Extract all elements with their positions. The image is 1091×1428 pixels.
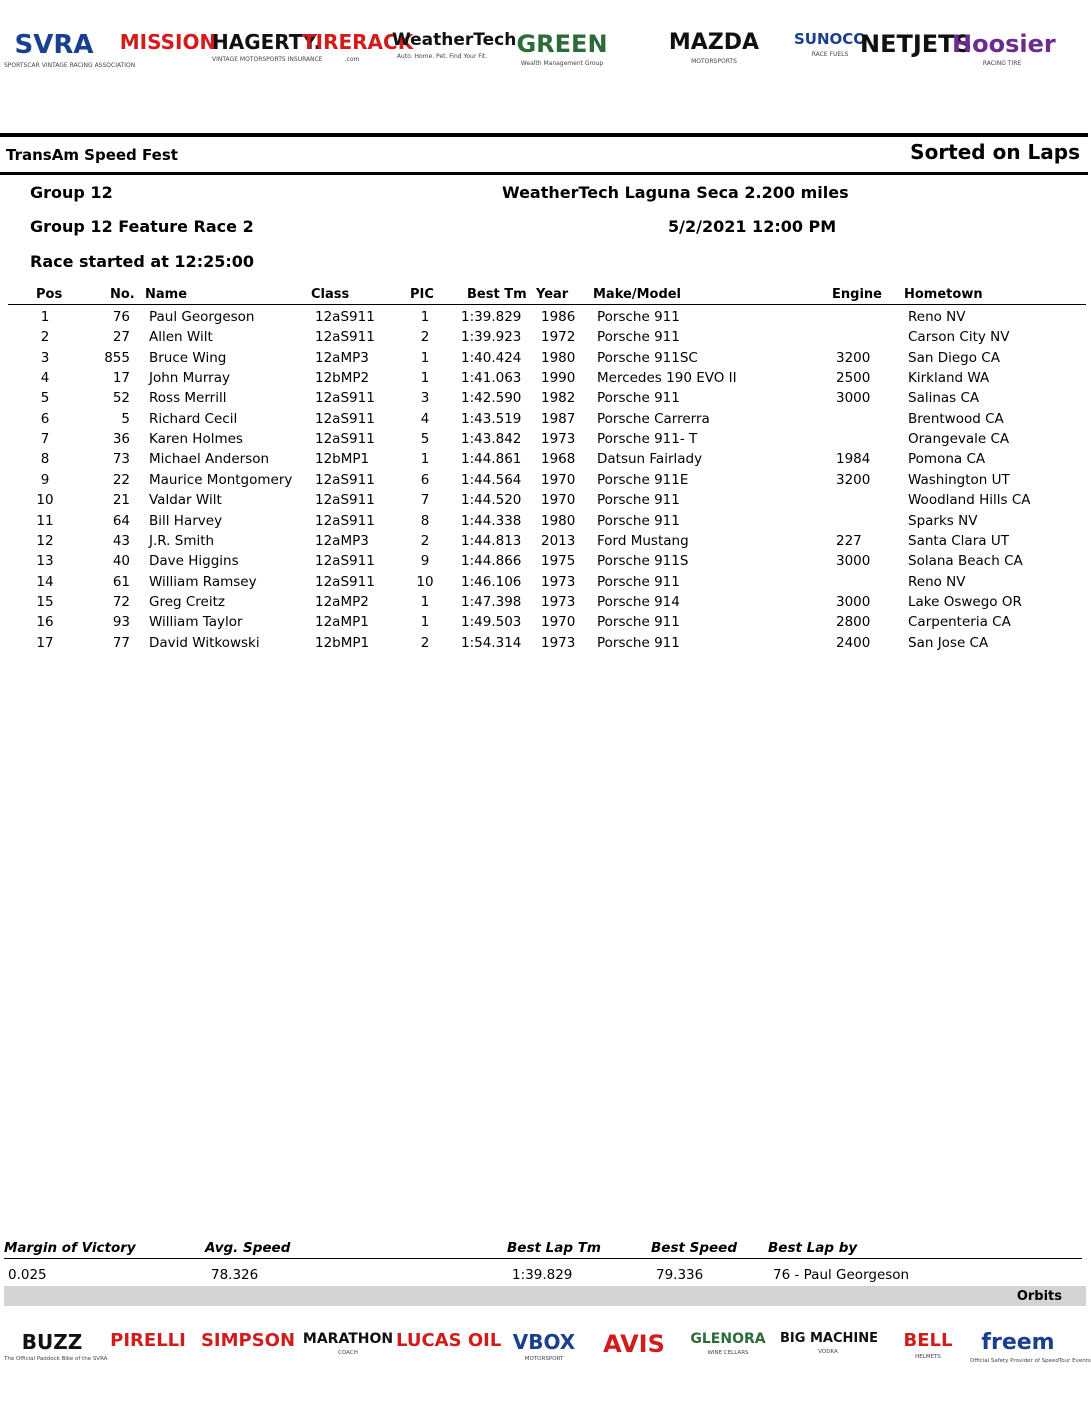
cell-hometown: Reno NV: [908, 573, 966, 590]
cell-pos: 8: [40, 451, 50, 468]
results-header-rule: [8, 304, 1086, 305]
orbits-label: Orbits: [1016, 1289, 1062, 1304]
cell-year: 1973: [541, 573, 576, 590]
col-engine: Engine: [832, 287, 882, 302]
cell-year: 1973: [541, 634, 576, 651]
cell-engine: 3200: [836, 349, 871, 366]
cell-best: 1:41.063: [461, 370, 522, 387]
cell-make: Porsche 911: [597, 329, 680, 346]
cell-year: 1986: [541, 309, 576, 325]
sponsor-name: NETJETS: [860, 30, 972, 58]
sponsor-name: WeatherTech: [392, 30, 517, 50]
cell-name: Michael Anderson: [149, 451, 270, 468]
session-datetime: 5/2/2021 12:00 PM: [668, 217, 837, 236]
col-pic: PIC: [410, 287, 434, 302]
cell-pic: 9: [420, 553, 430, 570]
cell-hometown: Orangevale CA: [908, 431, 1010, 448]
cell-hometown: Kirkland WA: [908, 370, 990, 387]
sponsor-logo: [4, 2, 136, 150]
sponsor-caption: RACE FUELS: [811, 51, 849, 58]
cell-best: 1:44.564: [461, 471, 522, 488]
cell-pos: 7: [40, 431, 50, 448]
cell-class: 12aS911: [315, 471, 375, 488]
cell-no: 43: [112, 532, 130, 549]
cell-class: 12aS911: [315, 431, 375, 448]
cell-best: 1:43.519: [461, 410, 522, 427]
best-lap-by-value: 76 - Paul Georgeson: [773, 1267, 910, 1283]
cell-year: 1970: [541, 471, 576, 488]
cell-hometown: Sparks NV: [908, 512, 978, 529]
cell-make: Porsche 911: [597, 614, 680, 631]
cell-engine: 227: [836, 532, 862, 549]
cell-pos: 14: [36, 573, 54, 590]
cell-name: Dave Higgins: [149, 553, 239, 570]
cell-make: Porsche 911E: [597, 471, 689, 488]
cell-no: 21: [112, 492, 130, 509]
cell-pic: 5: [420, 431, 430, 448]
cell-pic: 1: [420, 349, 430, 366]
cell-name: Valdar Wilt: [149, 492, 222, 509]
cell-pos: 11: [36, 512, 54, 529]
cell-best: 1:44.813: [461, 532, 522, 549]
cell-pos: 15: [36, 593, 54, 610]
cell-pic: 1: [420, 309, 430, 325]
cell-make: Porsche 911: [597, 390, 680, 407]
cell-name: Ross Merrill: [149, 390, 227, 407]
sponsor-name: freem: [981, 1330, 1055, 1355]
sponsor-logo: [392, 2, 517, 150]
cell-engine: 3000: [836, 593, 871, 610]
cell-engine: 2400: [836, 634, 871, 651]
sponsor-name: SVRA: [14, 30, 94, 60]
cell-hometown: Brentwood CA: [908, 410, 1004, 427]
sponsor-logo: [780, 1310, 876, 1428]
avg-speed-value: 78.326: [211, 1267, 259, 1283]
sponsor-caption: Official Safety Provider of SpeedTour Events: [970, 1358, 1091, 1364]
cell-year: 1975: [541, 553, 576, 570]
header-rule-bottom: [0, 172, 1088, 175]
cell-make: Porsche 911S: [597, 553, 689, 570]
cell-hometown: Carpenteria CA: [908, 614, 1011, 631]
sponsor-logo: [880, 1310, 976, 1428]
sort-label: Sorted on Laps: [910, 140, 1080, 164]
cell-no: 40: [112, 553, 130, 570]
cell-year: 1987: [541, 410, 576, 427]
sponsor-caption: RACING TIRE: [982, 60, 1022, 67]
cell-engine: 2800: [836, 614, 871, 631]
group-label: Group 12: [30, 183, 113, 202]
cell-make: Porsche 911SC: [597, 349, 698, 366]
cell-pos: 2: [40, 329, 50, 346]
cell-engine: 3000: [836, 390, 871, 407]
cell-make: Porsche Carrerra: [597, 410, 710, 427]
sponsor-name: HAGERTY.: [212, 30, 322, 54]
sponsor-caption: MOTORSPORTS: [691, 58, 737, 65]
col-no: No.: [110, 287, 135, 302]
cell-best: 1:40.424: [461, 349, 522, 366]
cell-hometown: Pomona CA: [908, 451, 986, 468]
sponsor-logo: [302, 2, 414, 150]
cell-pos: 16: [36, 614, 54, 631]
cell-hometown: Lake Oswego OR: [908, 593, 1022, 610]
cell-name: Maurice Montgomery: [149, 471, 293, 488]
cell-no: 61: [112, 573, 130, 590]
cell-class: 12aS911: [315, 512, 375, 529]
sponsor-logo: [200, 1310, 296, 1428]
cell-name: Bruce Wing: [149, 349, 227, 366]
cell-make: Porsche 911: [597, 634, 680, 651]
sponsor-caption: HELMETS: [915, 1354, 941, 1360]
sponsor-name: VBOX: [512, 1330, 576, 1354]
cell-best: 1:44.338: [461, 512, 522, 529]
cell-class: 12aS911: [315, 390, 375, 407]
cell-hometown: Salinas CA: [908, 390, 980, 407]
cell-engine: 2500: [836, 370, 871, 387]
sponsor-logo: [496, 1310, 592, 1428]
cell-pos: 10: [36, 492, 54, 509]
col-pos: Pos: [36, 287, 63, 302]
cell-no: 52: [112, 390, 130, 407]
sponsor-logo: [680, 1310, 776, 1428]
track-label: WeatherTech Laguna Seca 2.200 miles: [502, 183, 849, 202]
cell-best: 1:44.861: [461, 451, 522, 468]
cell-best: 1:39.829: [461, 309, 522, 325]
cell-pic: 7: [420, 492, 430, 509]
cell-pos: 13: [36, 553, 54, 570]
cell-year: 1990: [541, 370, 576, 387]
cell-best: 1:44.866: [461, 553, 522, 570]
cell-name: Bill Harvey: [149, 512, 223, 529]
cell-name: Allen Wilt: [149, 329, 213, 346]
cell-class: 12aS911: [315, 309, 375, 325]
sponsor-caption: .com: [344, 56, 360, 63]
cell-class: 12bMP2: [315, 370, 370, 387]
cell-pic: 8: [420, 512, 430, 529]
sponsor-name: BIG MACHINE: [780, 1331, 878, 1346]
cell-no: 27: [112, 329, 130, 346]
sponsor-name: MARATHON: [302, 1331, 394, 1347]
col-class: Class: [311, 287, 350, 302]
cell-year: 1972: [541, 329, 576, 346]
cell-hometown: Woodland Hills CA: [908, 492, 1031, 509]
cell-class: 12bMP1: [315, 634, 370, 651]
sponsor-caption: VINTAGE MOTORSPORTS INSURANCE: [212, 56, 323, 63]
cell-pic: 1: [420, 593, 430, 610]
sponsor-name: TIRERACK: [302, 30, 414, 54]
cell-pos: 17: [36, 634, 54, 651]
cell-class: 12aMP3: [315, 349, 369, 366]
cell-engine: 3200: [836, 471, 871, 488]
cell-hometown: Santa Clara UT: [908, 532, 1009, 549]
footer-rule: [4, 1258, 1082, 1259]
cell-class: 12aS911: [315, 410, 375, 427]
cell-year: 1973: [541, 593, 576, 610]
cell-no: 64: [112, 512, 130, 529]
sponsor-caption: VODKA: [818, 1349, 838, 1355]
cell-engine: 1984: [836, 451, 871, 468]
col-year: Year: [536, 287, 569, 302]
margin-value: 0.025: [8, 1267, 47, 1283]
sponsor-name: AVIS: [603, 1330, 665, 1358]
cell-pos: 3: [40, 349, 50, 366]
cell-pos: 1: [40, 309, 50, 325]
cell-hometown: Carson City NV: [908, 329, 1010, 346]
cell-year: 1980: [541, 512, 576, 529]
sponsor-caption: Auto. Home. Pet. Find Your Fit.: [396, 53, 488, 60]
sponsor-name: PIRELLI: [110, 1330, 186, 1351]
sponsor-logo: [396, 1310, 502, 1428]
col-name: Name: [145, 287, 188, 302]
cell-name: Richard Cecil: [149, 410, 238, 427]
cell-pic: 1: [420, 451, 430, 468]
cell-year: 1980: [541, 349, 576, 366]
cell-name: William Taylor: [149, 614, 243, 631]
cell-class: 12aMP1: [315, 614, 369, 631]
cell-best: 1:43.842: [461, 431, 522, 448]
sponsor-name: MISSION: [119, 30, 217, 54]
cell-hometown: San Diego CA: [908, 349, 1000, 366]
session-label: Group 12 Feature Race 2: [30, 217, 254, 236]
best-lap-by-label: Best Lap by: [768, 1240, 858, 1256]
cell-class: 12aS911: [315, 492, 375, 509]
avg-speed-label: Avg. Speed: [205, 1240, 291, 1256]
sponsor-logo: [860, 2, 972, 150]
sponsor-name: Hoosier: [952, 30, 1056, 58]
best-speed-label: Best Speed: [651, 1240, 737, 1256]
cell-pos: 5: [40, 390, 50, 407]
cell-pic: 1: [420, 614, 430, 631]
sponsor-logo: [586, 1310, 682, 1428]
cell-make: Porsche 911: [597, 492, 680, 509]
sponsor-caption: MOTORSPORT: [524, 1356, 564, 1362]
cell-hometown: Washington UT: [908, 471, 1010, 488]
cell-make: Mercedes 190 EVO II: [597, 370, 737, 387]
margin-label: Margin of Victory: [4, 1240, 136, 1256]
cell-no: 5: [121, 410, 130, 427]
cell-name: Greg Creitz: [149, 593, 225, 610]
col-best: Best Tm: [467, 287, 527, 302]
cell-pos: 4: [40, 370, 50, 387]
cell-best: 1:49.503: [461, 614, 522, 631]
cell-pos: 9: [40, 471, 50, 488]
cell-best: 1:47.398: [461, 593, 522, 610]
cell-year: 1970: [541, 614, 576, 631]
cell-make: Porsche 914: [597, 593, 680, 610]
cell-year: 2013: [541, 532, 576, 549]
cell-no: 73: [112, 451, 130, 468]
cell-name: Paul Georgeson: [149, 309, 255, 325]
sponsor-logo: [952, 2, 1056, 150]
sponsor-name: MAZDA: [668, 30, 760, 55]
cell-no: 36: [112, 431, 130, 448]
cell-year: 1973: [541, 431, 576, 448]
cell-year: 1968: [541, 451, 576, 468]
sponsor-name: SUNOCO: [793, 30, 867, 48]
sponsor-logo: [100, 1310, 196, 1428]
orbits-bar: [4, 1286, 1086, 1306]
cell-pic: 1: [420, 370, 430, 387]
cell-pic: 6: [420, 471, 430, 488]
cell-best: 1:39.923: [461, 329, 522, 346]
cell-hometown: Solana Beach CA: [908, 553, 1023, 570]
cell-pic: 3: [420, 390, 430, 407]
cell-best: 1:44.520: [461, 492, 522, 509]
cell-name: John Murray: [149, 370, 230, 387]
cell-year: 1970: [541, 492, 576, 509]
sponsor-logo: [4, 1310, 108, 1428]
cell-no: 76: [112, 309, 130, 325]
cell-pic: 4: [420, 410, 430, 427]
cell-make: Porsche 911: [597, 309, 680, 325]
cell-class: 12aS911: [315, 573, 375, 590]
event-title: TransAm Speed Fest: [6, 146, 178, 164]
cell-name: Karen Holmes: [149, 431, 243, 448]
cell-pic: 2: [420, 329, 430, 346]
cell-no: 855: [104, 349, 130, 366]
sponsor-caption: WINE CELLARS: [707, 1350, 749, 1356]
sponsor-name: GLENORA: [690, 1331, 766, 1347]
col-make: Make/Model: [593, 287, 682, 302]
cell-best: 1:54.314: [461, 634, 522, 651]
sponsor-logo: [664, 2, 764, 150]
sponsor-name: BUZZ: [21, 1330, 83, 1354]
sponsor-logo: [970, 1310, 1091, 1428]
sponsor-caption: Wealth Management Group: [520, 60, 604, 67]
cell-make: Porsche 911: [597, 512, 680, 529]
cell-no: 72: [112, 593, 130, 610]
sponsor-logo: [212, 2, 323, 150]
cell-class: 12aMP3: [315, 532, 369, 549]
col-hometown: Hometown: [904, 287, 983, 302]
cell-no: 22: [112, 471, 130, 488]
sponsor-logo: [300, 1310, 396, 1428]
cell-class: 12aMP2: [315, 593, 369, 610]
cell-best: 1:46.106: [461, 573, 522, 590]
header-rule-top: [0, 133, 1088, 137]
cell-no: 93: [112, 614, 130, 631]
sponsor-name: SIMPSON: [200, 1330, 296, 1351]
sponsor-name: BELL: [903, 1330, 953, 1351]
cell-pos: 12: [36, 532, 54, 549]
cell-no: 17: [112, 370, 130, 387]
cell-make: Ford Mustang: [597, 532, 689, 549]
cell-pos: 6: [40, 410, 50, 427]
cell-class: 12aS911: [315, 329, 375, 346]
sponsor-logo: [512, 2, 612, 150]
cell-make: Datsun Fairlady: [597, 451, 703, 468]
cell-name: J.R. Smith: [149, 532, 215, 549]
cell-class: 12aS911: [315, 553, 375, 570]
cell-make: Porsche 911- T: [597, 431, 698, 448]
sponsor-caption: SPORTSCAR VINTAGE RACING ASSOCIATION: [4, 62, 136, 69]
sponsor-logo: [118, 2, 218, 150]
cell-name: William Ramsey: [149, 573, 257, 590]
cell-engine: 3000: [836, 553, 871, 570]
cell-best: 1:42.590: [461, 390, 522, 407]
cell-pic: 2: [420, 532, 430, 549]
cell-pic: 2: [420, 634, 430, 651]
sponsor-name: GREEN: [516, 30, 608, 58]
cell-no: 77: [112, 634, 130, 651]
cell-hometown: San Jose CA: [908, 634, 989, 651]
sponsor-name: LUCAS OIL: [396, 1330, 502, 1351]
cell-pic: 10: [416, 573, 434, 590]
cell-hometown: Reno NV: [908, 309, 966, 325]
cell-class: 12bMP1: [315, 451, 370, 468]
cell-name: David Witkowski: [149, 634, 260, 651]
sponsor-caption: The Official Paddock Bike of the SVRA: [4, 1356, 108, 1362]
cell-make: Porsche 911: [597, 573, 680, 590]
race-start: Race started at 12:25:00: [30, 252, 255, 271]
cell-year: 1982: [541, 390, 576, 407]
sponsor-caption: COACH: [338, 1350, 358, 1356]
best-lap-value: 1:39.829: [512, 1267, 573, 1283]
best-lap-label: Best Lap Tm: [507, 1240, 601, 1256]
best-speed-value: 79.336: [656, 1267, 704, 1283]
